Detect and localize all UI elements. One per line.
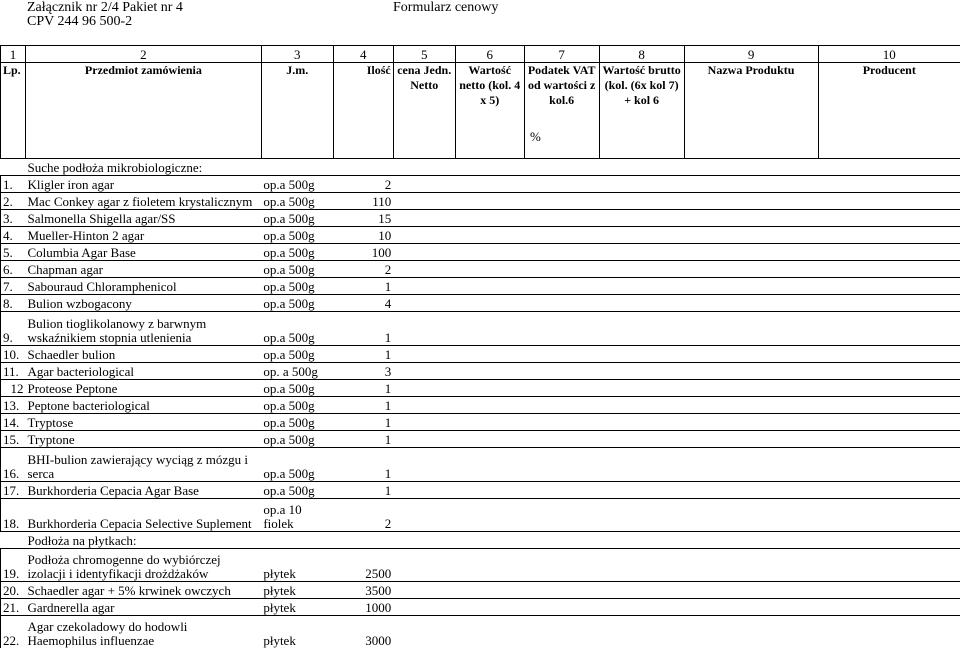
col-num-2: 2 — [25, 46, 261, 63]
row-gross — [599, 295, 684, 312]
row-price — [393, 599, 455, 616]
col-num-4: 4 — [333, 46, 393, 63]
row-qty: 1 — [333, 482, 393, 499]
row-gross — [599, 227, 684, 244]
header-item: Przedmiot zamówienia — [25, 63, 261, 159]
table-row — [1, 616, 960, 648]
row-vat — [524, 363, 599, 380]
row-product — [684, 363, 818, 380]
table-row — [1, 582, 960, 599]
attachment-label: Załącznik nr 2/4 Pakiet nr 4 — [27, 0, 183, 16]
row-product — [684, 599, 818, 616]
row-price — [393, 278, 455, 295]
row-vat — [524, 312, 599, 346]
col-num-6: 6 — [455, 46, 524, 63]
col-num-3: 3 — [261, 46, 333, 63]
row-gross — [599, 599, 684, 616]
row-item-name: Burkhorderia Cepacia Agar Base — [25, 482, 261, 499]
row-item-name: Tryptone — [25, 431, 261, 448]
row-product — [684, 482, 818, 499]
row-unit: op.a 500g — [261, 227, 333, 244]
row-gross — [599, 499, 684, 532]
table-row — [1, 363, 960, 380]
row-unit: płytek — [261, 599, 333, 616]
row-price — [393, 397, 455, 414]
row-lp: 15. — [1, 431, 26, 448]
row-qty: 2 — [333, 176, 393, 193]
table-row — [1, 431, 960, 448]
row-qty: 1 — [333, 380, 393, 397]
row-gross — [599, 414, 684, 431]
row-qty: 1 — [333, 431, 393, 448]
row-unit: op.a 500g — [261, 176, 333, 193]
row-producer — [818, 414, 960, 431]
row-net — [455, 397, 524, 414]
row-net — [455, 582, 524, 599]
row-net — [455, 448, 524, 482]
row-unit: op.a 500g — [261, 414, 333, 431]
row-gross — [599, 363, 684, 380]
row-vat — [524, 210, 599, 227]
cpv-code: CPV 244 96 500-2 — [27, 14, 132, 30]
row-net — [455, 244, 524, 261]
row-producer — [818, 582, 960, 599]
row-product — [684, 244, 818, 261]
row-producer — [818, 448, 960, 482]
row-qty: 3 — [333, 363, 393, 380]
row-unit: op.a 500g — [261, 397, 333, 414]
row-producer — [818, 210, 960, 227]
row-item-name: Proteose Peptone — [25, 380, 261, 397]
row-unit: op.a 10 fiolek — [261, 499, 333, 532]
row-producer — [818, 312, 960, 346]
row-gross — [599, 278, 684, 295]
row-item-name: Agar czekoladowy do hodowli Haemophilus influenzae — [25, 616, 261, 648]
row-vat — [524, 261, 599, 278]
row-lp: 10. — [1, 346, 26, 363]
row-qty: 100 — [333, 244, 393, 261]
row-producer — [818, 193, 960, 210]
row-net — [455, 549, 524, 582]
row-gross — [599, 312, 684, 346]
row-net — [455, 599, 524, 616]
row-item-name: Schaedler bulion — [25, 346, 261, 363]
row-producer — [818, 176, 960, 193]
row-lp: 4. — [1, 227, 26, 244]
table-row — [1, 380, 960, 397]
row-unit: op.a 500g — [261, 312, 333, 346]
table-row — [1, 227, 960, 244]
row-item-name: Mueller-Hinton 2 agar — [25, 227, 261, 244]
row-net — [455, 227, 524, 244]
row-lp: 11. — [1, 363, 26, 380]
row-price — [393, 363, 455, 380]
row-vat — [524, 599, 599, 616]
form-title: Formularz cenowy — [393, 0, 498, 16]
row-gross — [599, 431, 684, 448]
row-item-name: Columbia Agar Base — [25, 244, 261, 261]
row-unit: op.a 500g — [261, 244, 333, 261]
row-net — [455, 295, 524, 312]
row-net — [455, 312, 524, 346]
row-item-name: Sabouraud Chloramphenicol — [25, 278, 261, 295]
row-gross — [599, 549, 684, 582]
row-unit: op.a 500g — [261, 295, 333, 312]
row-qty: 1000 — [333, 599, 393, 616]
row-vat — [524, 346, 599, 363]
row-item-name: Burkhorderia Cepacia Selective Suplement — [25, 499, 261, 532]
row-lp: 7. — [1, 278, 26, 295]
vat-percent-label: % — [530, 129, 541, 145]
row-gross — [599, 176, 684, 193]
row-lp: 2. — [1, 193, 26, 210]
row-vat — [524, 482, 599, 499]
row-producer — [818, 397, 960, 414]
row-price — [393, 210, 455, 227]
section-plate-media — [1, 532, 960, 549]
row-gross — [599, 482, 684, 499]
header-vat: Podatek VAT od wartości z kol.6 — [524, 63, 599, 159]
table-row — [1, 244, 960, 261]
col-num-8: 8 — [599, 46, 684, 63]
row-product — [684, 397, 818, 414]
row-qty: 110 — [333, 193, 393, 210]
row-qty: 1 — [333, 414, 393, 431]
row-lp: 5. — [1, 244, 26, 261]
table-row — [1, 414, 960, 431]
row-product — [684, 278, 818, 295]
section-dry-media — [1, 159, 960, 176]
row-price — [393, 244, 455, 261]
row-vat — [524, 227, 599, 244]
row-unit: op.a 500g — [261, 448, 333, 482]
row-price — [393, 549, 455, 582]
row-product — [684, 549, 818, 582]
row-vat — [524, 549, 599, 582]
row-producer — [818, 431, 960, 448]
row-qty: 3000 — [333, 616, 393, 648]
row-producer — [818, 278, 960, 295]
row-qty: 1 — [333, 278, 393, 295]
row-gross — [599, 261, 684, 278]
row-item-name: Gardnerella agar — [25, 599, 261, 616]
row-lp: 12 — [1, 380, 26, 397]
col-num-9: 9 — [684, 46, 818, 63]
row-price — [393, 227, 455, 244]
row-product — [684, 616, 818, 648]
table-row — [1, 193, 960, 210]
rows-body — [1, 159, 960, 648]
row-item-name: Agar bacteriological — [25, 363, 261, 380]
row-item-name: Tryptose — [25, 414, 261, 431]
row-vat — [524, 380, 599, 397]
row-product — [684, 414, 818, 431]
row-gross — [599, 193, 684, 210]
table-row — [1, 397, 960, 414]
row-price — [393, 482, 455, 499]
row-product — [684, 193, 818, 210]
row-price — [393, 346, 455, 363]
row-qty: 2500 — [333, 549, 393, 582]
row-net — [455, 499, 524, 532]
row-qty: 1 — [333, 346, 393, 363]
row-unit: płytek — [261, 616, 333, 648]
price-form-table — [0, 45, 960, 648]
row-producer — [818, 499, 960, 532]
row-product — [684, 448, 818, 482]
row-net — [455, 193, 524, 210]
row-producer — [818, 261, 960, 278]
header-qty: Ilość — [333, 63, 393, 159]
row-producer — [818, 616, 960, 648]
row-unit: płytek — [261, 582, 333, 599]
row-producer — [818, 549, 960, 582]
row-price — [393, 499, 455, 532]
header-producer: Producent — [818, 63, 960, 159]
row-price — [393, 176, 455, 193]
row-qty: 1 — [333, 312, 393, 346]
row-net — [455, 278, 524, 295]
row-net — [455, 346, 524, 363]
column-header-row — [1, 63, 960, 159]
row-unit: op.a 500g — [261, 380, 333, 397]
row-price — [393, 582, 455, 599]
row-lp: 14. — [1, 414, 26, 431]
row-gross — [599, 616, 684, 648]
row-lp: 9. — [1, 312, 26, 346]
row-unit: płytek — [261, 549, 333, 582]
row-lp: 8. — [1, 295, 26, 312]
col-num-7: 7 — [524, 46, 599, 63]
row-net — [455, 380, 524, 397]
row-price — [393, 295, 455, 312]
row-lp: 16. — [1, 448, 26, 482]
header-gross: Wartość brutto (kol. (6x kol 7) + kol 6 — [599, 63, 684, 159]
row-lp: 1. — [1, 176, 26, 193]
table-row — [1, 599, 960, 616]
row-gross — [599, 210, 684, 227]
header-lp: Lp. — [1, 63, 26, 159]
row-lp: 22. — [1, 616, 26, 648]
section-dry-media-label: Suche podłoża mikrobiologiczne: — [1, 159, 960, 176]
row-gross — [599, 448, 684, 482]
table-row — [1, 210, 960, 227]
row-net — [455, 176, 524, 193]
row-gross — [599, 582, 684, 599]
row-price — [393, 431, 455, 448]
row-producer — [818, 346, 960, 363]
row-lp: 21. — [1, 599, 26, 616]
row-product — [684, 261, 818, 278]
row-vat — [524, 176, 599, 193]
row-product — [684, 346, 818, 363]
header-unit: J.m. — [261, 63, 333, 159]
row-qty: 4 — [333, 295, 393, 312]
row-lp: 18. — [1, 499, 26, 532]
row-product — [684, 499, 818, 532]
row-price — [393, 261, 455, 278]
row-net — [455, 414, 524, 431]
row-lp: 17. — [1, 482, 26, 499]
row-net — [455, 363, 524, 380]
row-lp: 3. — [1, 210, 26, 227]
row-qty: 2 — [333, 261, 393, 278]
row-qty: 2 — [333, 499, 393, 532]
row-lp: 19. — [1, 549, 26, 582]
table-row — [1, 278, 960, 295]
row-unit: op.a 500g — [261, 278, 333, 295]
row-product — [684, 227, 818, 244]
row-product — [684, 582, 818, 599]
row-lp: 13. — [1, 397, 26, 414]
table-row — [1, 499, 960, 532]
row-product — [684, 312, 818, 346]
row-item-name: Bulion tioglikolanowy z barwnym wskaźnikiem stopnia utlenienia — [25, 312, 261, 346]
col-num-5: 5 — [393, 46, 455, 63]
row-unit: op.a 500g — [261, 261, 333, 278]
row-vat — [524, 278, 599, 295]
row-item-name: Kligler iron agar — [25, 176, 261, 193]
row-unit: op. a 500g — [261, 363, 333, 380]
row-gross — [599, 397, 684, 414]
table-row — [1, 312, 960, 346]
row-net — [455, 210, 524, 227]
table-row — [1, 261, 960, 278]
row-vat — [524, 499, 599, 532]
row-lp: 20. — [1, 582, 26, 599]
row-vat — [524, 414, 599, 431]
row-qty: 1 — [333, 397, 393, 414]
row-gross — [599, 346, 684, 363]
row-unit: op.a 500g — [261, 210, 333, 227]
row-price — [393, 312, 455, 346]
row-lp: 6. — [1, 261, 26, 278]
column-number-row — [1, 46, 960, 63]
table-row — [1, 176, 960, 193]
row-vat — [524, 431, 599, 448]
row-unit: op.a 500g — [261, 482, 333, 499]
row-producer — [818, 599, 960, 616]
row-item-name: Mac Conkey agar z fioletem krystalicznym — [25, 193, 261, 210]
header-price: cena Jedn. Netto — [393, 63, 455, 159]
col-num-10: 10 — [818, 46, 960, 63]
row-producer — [818, 380, 960, 397]
row-item-name: Schaedler agar + 5% krwinek owczych — [25, 582, 261, 599]
row-vat — [524, 397, 599, 414]
row-qty: 15 — [333, 210, 393, 227]
table-row — [1, 482, 960, 499]
row-producer — [818, 482, 960, 499]
row-product — [684, 380, 818, 397]
row-vat — [524, 448, 599, 482]
row-item-name: Chapman agar — [25, 261, 261, 278]
row-vat — [524, 616, 599, 648]
row-product — [684, 176, 818, 193]
row-vat — [524, 244, 599, 261]
row-price — [393, 380, 455, 397]
row-unit: op.a 500g — [261, 193, 333, 210]
row-item-name: BHI-bulion zawierający wyciąg z mózgu i serca — [25, 448, 261, 482]
row-item-name: Peptone bacteriological — [25, 397, 261, 414]
row-product — [684, 295, 818, 312]
table-row — [1, 448, 960, 482]
row-item-name: Bulion wzbogacony — [25, 295, 261, 312]
row-price — [393, 414, 455, 431]
row-qty: 10 — [333, 227, 393, 244]
row-item-name: Podłoża chromogenne do wybiórczej izolacji i identyfikacji drożdżaków — [25, 549, 261, 582]
row-vat — [524, 582, 599, 599]
row-net — [455, 482, 524, 499]
row-qty: 3500 — [333, 582, 393, 599]
row-producer — [818, 295, 960, 312]
section-plate-media-label: Podłoża na płytkach: — [1, 532, 960, 549]
row-net — [455, 431, 524, 448]
header-product: Nazwa Produktu — [684, 63, 818, 159]
row-producer — [818, 363, 960, 380]
row-unit: op.a 500g — [261, 346, 333, 363]
table-row — [1, 346, 960, 363]
row-gross — [599, 244, 684, 261]
row-gross — [599, 380, 684, 397]
row-qty: 1 — [333, 448, 393, 482]
row-net — [455, 616, 524, 648]
table-row — [1, 549, 960, 582]
row-net — [455, 261, 524, 278]
table-row — [1, 295, 960, 312]
row-vat — [524, 193, 599, 210]
header-net: Wartość netto (kol. 4 x 5) — [455, 63, 524, 159]
row-price — [393, 448, 455, 482]
row-price — [393, 616, 455, 648]
row-producer — [818, 227, 960, 244]
row-vat — [524, 295, 599, 312]
row-item-name: Salmonella Shigella agar/SS — [25, 210, 261, 227]
row-product — [684, 431, 818, 448]
col-num-1: 1 — [1, 46, 26, 63]
row-producer — [818, 244, 960, 261]
row-product — [684, 210, 818, 227]
row-price — [393, 193, 455, 210]
row-unit: op.a 500g — [261, 431, 333, 448]
